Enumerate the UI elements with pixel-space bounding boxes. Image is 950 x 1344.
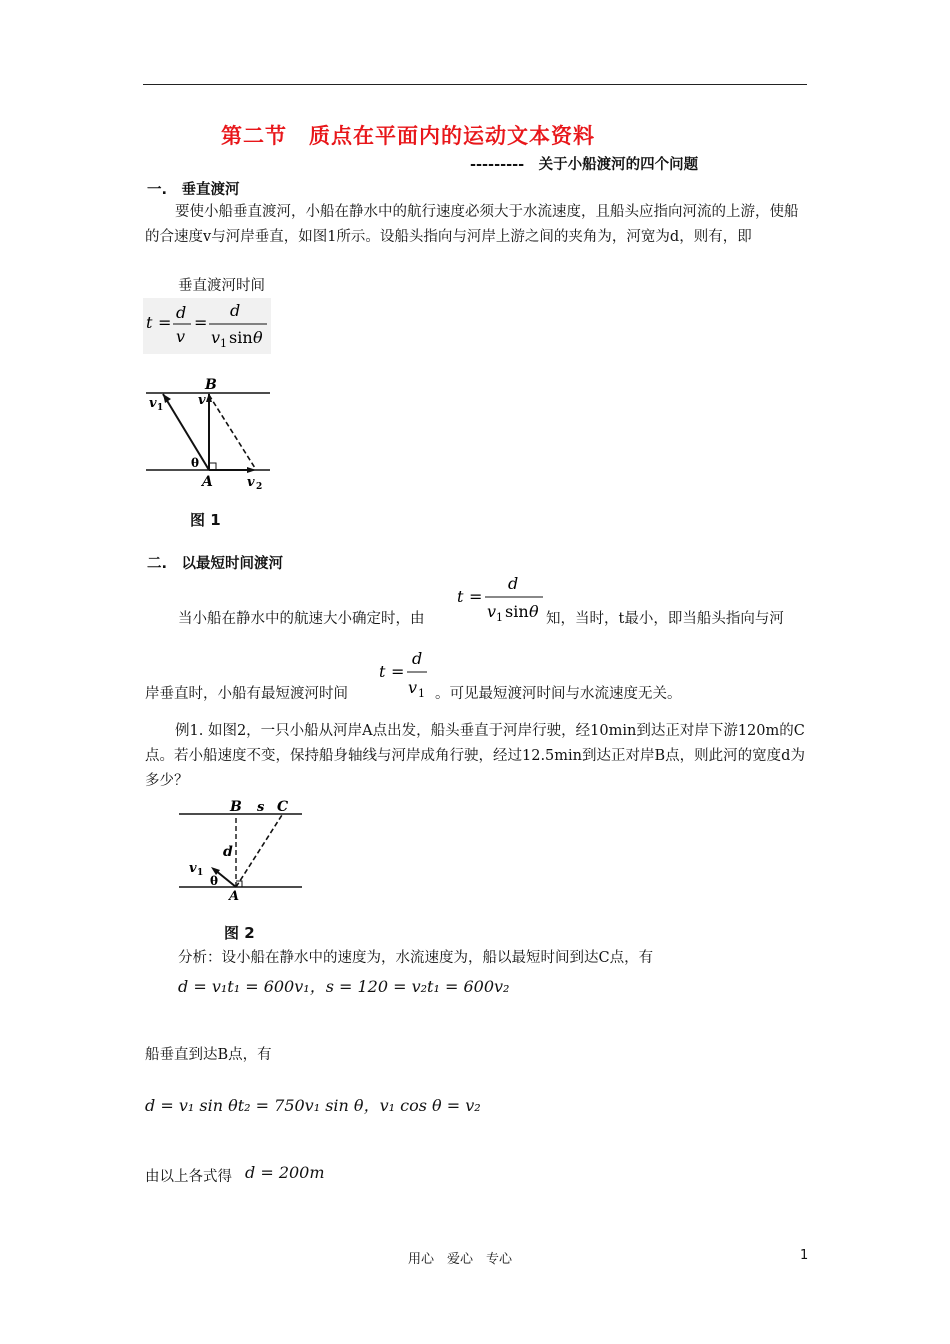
fig1-label-v1: v xyxy=(149,396,157,411)
fig1-label-theta: θ xyxy=(191,456,200,470)
f2-v1: v xyxy=(487,602,497,621)
fig2-label-C: C xyxy=(277,799,289,815)
section1-time-label: 垂直渡河时间 xyxy=(178,278,265,294)
page-number: 1 xyxy=(800,1248,809,1263)
fig1-label-v1-sub: 1 xyxy=(157,403,164,413)
conclusion-text: 由以上各式得 xyxy=(145,1169,232,1185)
f3-eq: = xyxy=(391,662,405,681)
fig1-label-B: B xyxy=(205,377,217,393)
f3-sub1: 1 xyxy=(418,687,425,700)
formula-theta: θ xyxy=(253,328,263,347)
figure-1-caption: 图 1 xyxy=(190,511,221,529)
f2-sub1: 1 xyxy=(496,611,503,624)
f2-eq: = xyxy=(469,587,483,606)
example-1: 例1. 如图2，一只小船从河岸A点出发，船头垂直于河岸行驶，经10min到达正对岸下游120m的C点。若小船速度不变，保持船身轴线与河岸成角行驶，经过12.5min到达正对岸B点，则此河的宽度d为多少？ xyxy=(145,723,805,789)
f2-t: t xyxy=(457,587,464,606)
section2-line2-after: 。可见最短渡河时间与水流速度无关。 xyxy=(435,686,682,702)
formula-eq: = xyxy=(158,313,172,332)
fig1-label-v2: v xyxy=(247,475,255,490)
formula-sin: sin xyxy=(229,328,253,347)
equation-2: d = v₁ sin θt₂ = 750v₁ sin θ，v₁ cos θ = v₂ xyxy=(145,1096,481,1115)
fig2-label-v1-sub: 1 xyxy=(197,868,204,878)
fig2-label-d: d xyxy=(223,844,233,860)
formula-eq2: = xyxy=(194,313,208,332)
section2-line1-after: 知，当时，t最小，即当船头指向与河 xyxy=(546,611,784,627)
header-rule xyxy=(143,84,807,85)
figure-2-caption: 图 2 xyxy=(224,924,255,942)
formula-time-inline xyxy=(455,570,547,624)
section2-line2-before: 岸垂直时，小船有最短渡河时间 xyxy=(145,686,348,702)
f2-theta: θ xyxy=(529,602,539,621)
fig1-label-v2-sub: 2 xyxy=(256,482,263,492)
page-subtitle: --------- 关于小船渡河的四个问题 xyxy=(470,157,699,173)
formula-num-d2: d xyxy=(230,301,241,320)
fig2-label-A: A xyxy=(229,889,240,900)
formula-vertical-crossing-time xyxy=(143,298,271,354)
mid-text: 船垂直到达B点，有 xyxy=(145,1047,272,1063)
f3-v1: v xyxy=(408,678,418,697)
fig2-label-v1: v xyxy=(189,861,197,876)
fig2-label-s: s xyxy=(257,800,265,815)
figure-2 xyxy=(175,796,305,900)
result-equation: d = 200m xyxy=(245,1163,325,1182)
figure-1 xyxy=(140,372,280,532)
fig2-label-B: B xyxy=(230,799,242,815)
formula-min-time xyxy=(377,645,433,701)
f2-sin: sin xyxy=(505,602,529,621)
footer-motto: 用心 爱心 专心 xyxy=(408,1252,513,1267)
f3-t: t xyxy=(379,662,386,681)
section2-heading: 二. 以最短时间渡河 xyxy=(147,556,284,572)
f2-d: d xyxy=(508,574,519,593)
page-title: 第二节 质点在平面内的运动文本资料 xyxy=(221,124,595,148)
formula-t: t xyxy=(146,313,153,332)
section2-line1-before: 当小船在静水中的航速大小确定时，由 xyxy=(178,611,425,627)
formula-den-v: v xyxy=(176,327,186,346)
formula-sub1: 1 xyxy=(220,337,227,350)
formula-num-d: d xyxy=(176,303,187,322)
section1-heading: 一. 垂直渡河 xyxy=(147,182,240,198)
f3-d: d xyxy=(412,649,423,668)
fig1-label-v: v xyxy=(198,393,206,408)
section1-paragraph: 要使小船垂直渡河，小船在静水中的航行速度必须大于水流速度，且船头应指向河流的上游，使船的合速度v与河岸垂直，如图1所示。设船头指向与河岸上游之间的夹角为，河宽为d，则有，即 xyxy=(145,204,799,245)
fig1-label-A: A xyxy=(202,474,213,490)
analysis-text: 分析：设小船在静水中的速度为，水流速度为，船以最短时间到达C点，有 xyxy=(178,950,654,966)
equation-1: d = v₁t₁ = 600v₁，s = 120 = v₂t₁ = 600v₂ xyxy=(178,977,510,996)
formula-den-v1: v xyxy=(211,328,221,347)
fig2-label-theta: θ xyxy=(210,874,219,888)
